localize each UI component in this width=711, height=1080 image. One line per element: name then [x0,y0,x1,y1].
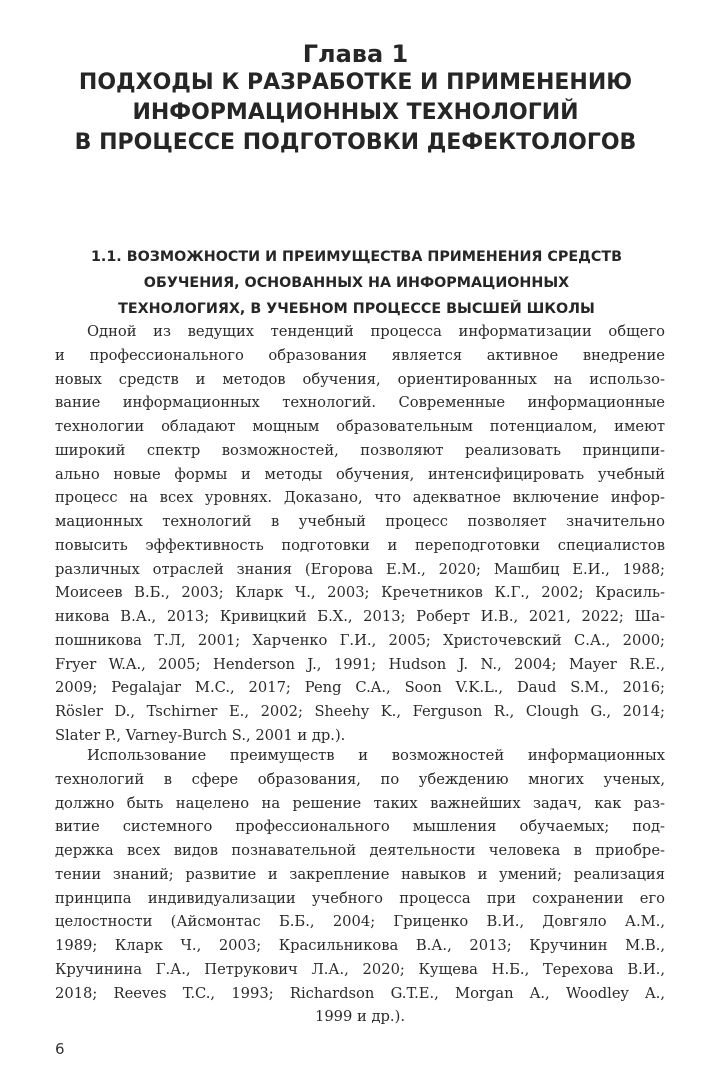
text-line: мационных технологий в учебный процесс позволяет значительно [55,513,665,530]
text-line: технологий в сфере образования, по убеждению многих ученых, [55,770,665,788]
text-line: 2018; Reeves T.C., 1993; Richardson G.T.E., Morgan A., Woodley A., [55,984,665,1002]
paragraph [55,320,665,748]
text-line: Кручинина Г.А., Петрукович Л.А., 2020; Кущева Н.Б., Терехова В.И., [55,960,665,978]
section-title-line: ТЕХНОЛОГИЯХ, В УЧЕБНОМ ПРОЦЕССЕ ВЫСШЕЙ ШКОЛЫ [118,301,595,317]
text-line: процесс на всех уровнях. Доказано, что адекватное включение инфор- [55,489,665,507]
text-line: Fryer W.A., 2005; Henderson J., 1991; Hudson J. N., 2004; Mayer R.E., [55,655,665,673]
chapter-title [40,68,671,158]
text-line: пошникова Т.Л, 2001; Харченко Г.И., 2005; Христочевский С.А., 2000; [55,631,665,649]
text-line: и профессионального образования является активное внедрение [55,346,665,364]
text-line: никова В.А., 2013; Кривицкий Б.Х., 2013; Роберт И.В., 2021, 2022; Ша- [55,608,665,625]
text-line: 1999 и др.). [314,1008,406,1026]
text-line: Slater P., Varney-Burch S., 2001 и др.). [55,726,346,744]
chapter-title-line: В ПРОЦЕССЕ ПОДГОТОВКИ ДЕФЕКТОЛОГОВ [74,130,637,155]
text-line: должно быть нацелено на решение таких важнейших задач, как раз- [55,794,665,812]
text-line: технологии обладают мощным образовательным потенциалом, имеют [55,418,665,435]
chapter-label: Глава 1 [302,40,409,68]
text-line: Rösler D., Tschirner E., 2002; Sheehy K., Ferguson R., Clough G., 2014; [55,703,665,720]
text-line: Моисеев В.Б., 2003; Кларк Ч., 2003; Кречетников К.Г., 2002; Красиль- [55,584,665,602]
text-line: повысить эффективность подготовки и переподготовки специалистов [55,536,665,554]
text-line: Одной из ведущих тенденций процесса информатизации общего [87,323,665,340]
text-line: 1989; Кларк Ч., 2003; Красильникова В.А., 2013; Кручинин М.В., [55,937,665,954]
paragraph [55,744,665,1029]
page-number: 6 [55,1040,65,1058]
section-title-line: ОБУЧЕНИЯ, ОСНОВАННЫХ НА ИНФОРМАЦИОННЫХ [143,275,570,291]
text-line: различных отраслей знания (Егорова Е.М., 2020; Машбиц Е.И., 1988; [55,560,665,578]
text-line: Использование преимуществ и возможностей информационных [87,747,665,764]
chapter-title-line: ИНФОРМАЦИОННЫХ ТЕХНОЛОГИЙ [132,100,579,125]
text-line: принципа индивидуализации учебного процесса при сохранении его [55,889,665,907]
text-line: держка всех видов познавательной деятельности человека в приобре- [55,842,665,859]
text-line: 2009; Pegalajar M.C., 2017; Peng C.A., Soon V.K.L., Daud S.M., 2016; [55,679,665,697]
text-line: вание информационных технологий. Современные информационные [55,394,665,412]
text-line: тении знаний; развитие и закрепление навыков и умений; реализация [55,865,665,883]
chapter-title-line: ПОДХОДЫ К РАЗРАБОТКЕ И ПРИМЕНЕНИЮ [78,70,633,95]
text-line: ально новые формы и методы обучения, интенсифицировать учебный [55,465,665,483]
section-title [50,244,663,322]
section-title-line: 1.1. ВОЗМОЖНОСТИ И ПРЕИМУЩЕСТВА ПРИМЕНЕНИЯ СРЕДСТВ [90,249,623,265]
text-line: целостности (Айсмонтас Б.Б., 2004; Гриценко В.И., Довгяло А.М., [55,913,665,931]
text-line: новых средств и методов обучения, ориентированных на использо- [55,370,665,388]
text-line: витие системного профессионального мышления обучаемых; под- [55,818,665,836]
text-line: широкий спектр возможностей, позволяют реализовать принципи- [55,441,665,459]
